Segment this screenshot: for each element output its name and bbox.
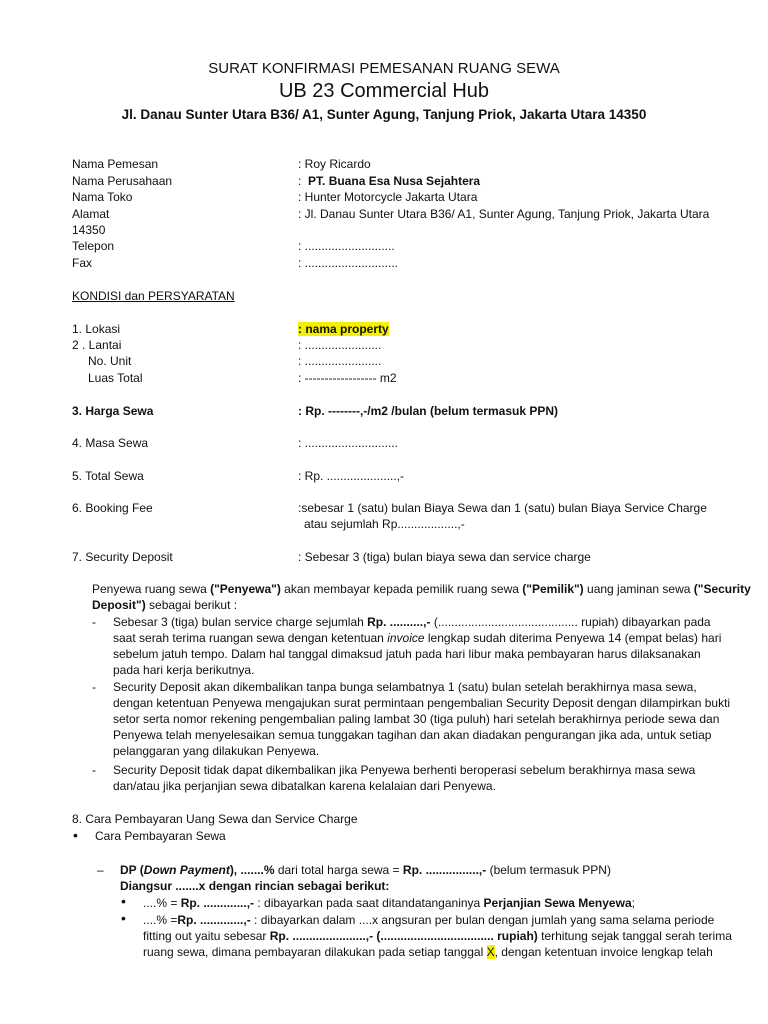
payment-subheading: Cara Pembayaran Sewa [95, 829, 226, 843]
payment-heading: 8. Cara Pembayaran Uang Sewa dan Service Charge [72, 812, 358, 826]
deposit-item3-line2: dan/atau jika perjanjian sewa dibatalkan karena kelalaian dari Penyewa. [113, 779, 496, 793]
luas-value: : ------------------ m2 [298, 371, 397, 385]
lantai-value: : ....................... [298, 338, 382, 352]
deposit-item1-line3: sebelum jatuh tempo. Dalam hal tanggal dimaksud jatuh pada hari libur maka pembayaran harus dilaksanakan [113, 647, 701, 661]
telepon-label: Telepon [72, 239, 115, 253]
bullet-dash: – [97, 863, 104, 877]
deposit-label: 7. Security Deposit [72, 550, 173, 564]
company-name: PT. Buana Esa Nusa Sejahtera [308, 174, 481, 188]
deposit-item2-line3: setor serta nomor rekening pengembalian paling lambat 30 (tiga puluh) hari setelah berakhirnya periode sewa dan [113, 712, 720, 726]
nama-toko-label: Nama Toko [72, 190, 133, 204]
no-unit-label: No. Unit [88, 354, 132, 368]
deposit-value: : Sebesar 3 (tiga) bulan biaya sewa dan service charge [298, 550, 591, 564]
bullet-icon: • [121, 893, 126, 909]
deposit-item1-line4: pada hari kerja berikutnya. [113, 663, 255, 677]
dp-line: DP (Down Payment), .......% dari total harga sewa = Rp. ................,- (belum termasuk PPN) [120, 863, 611, 877]
alamat-continuation: 14350 [72, 223, 106, 237]
installment-1: ....% = Rp. .............,- : dibayarkan pada saat ditandatanganinya Perjanjian Sewa Menyewa; [143, 896, 635, 910]
masa-value: : ............................ [298, 436, 399, 450]
fax-label: Fax [72, 256, 93, 270]
deposit-item3-line1: Security Deposit tidak dapat dikembalikan jika Penyewa berhenti beroperasi sebelum berakhirnya masa sewa [113, 763, 696, 777]
luas-label: Luas Total [88, 371, 143, 385]
fax-value: : ............................ [298, 256, 399, 270]
document-title: SURAT KONFIRMASI PEMESANAN RUANG SEWA [208, 60, 560, 77]
kondisi-heading: KONDISI dan PERSYARATAN [72, 289, 235, 303]
total-label: 5. Total Sewa [72, 469, 144, 483]
nama-toko-value: : Hunter Motorcycle Jakarta Utara [298, 190, 478, 204]
bullet-dash: - [92, 680, 96, 694]
colon: : [298, 174, 302, 188]
nama-pemesan-label: Nama Pemesan [72, 157, 159, 171]
bullet-dash: - [92, 763, 96, 777]
property-name: UB 23 Commercial Hub [278, 80, 490, 102]
deposit-item2-line1: Security Deposit akan dikembalikan tanpa bunga selambatnya 1 (satu) bulan setelah berakhirnya masa sewa, [113, 680, 697, 694]
alamat-label: Alamat [72, 207, 110, 221]
deposit-intro-line2: Deposit") sebagai berikut : [92, 598, 238, 612]
installment-2-line2: fitting out yaitu sebesar Rp. ......................,- (.................................. rupiah) terhitung sejak tanggal serah terima [143, 929, 732, 943]
harga-value: : Rp. --------,-/m2 /bulan (belum termasuk PPN) [298, 404, 559, 418]
date-highlight: X [486, 945, 495, 959]
deposit-item2-line2: dengan ketentuan Penyewa mengajukan surat permintaan pengembalian Security Deposit dengan dilampirkan bukti [113, 696, 731, 710]
bullet-icon: • [121, 910, 126, 926]
lokasi-label: 1. Lokasi [72, 322, 121, 336]
deposit-intro-line1: Penyewa ruang sewa ("Penyewa") akan membayar kepada pemilik ruang sewa ("Pemilik") uang jaminan sewa ("Security [92, 582, 751, 596]
deposit-item2-line5: pelanggaran yang dilakukan Penyewa. [113, 744, 320, 758]
nama-pemesan-value: : Roy Ricardo [298, 157, 371, 171]
telepon-value: : ........................... [298, 239, 395, 253]
lokasi-highlight: : nama property [298, 322, 389, 336]
deposit-item1-line1: Sebesar 3 (tiga) bulan service charge sejumlah Rp. ..........,- (.......................................... rupiah) dibayarkan pada [113, 615, 711, 629]
installment-2-line1: ....% =Rp. .............,- : dibayarkan dalam ....x angsuran per bulan dengan jumlah yang sama selama periode [143, 913, 715, 927]
booking-value-line1: :sebesar 1 (satu) bulan Biaya Sewa dan 1 (satu) bulan Biaya Service Charge [298, 501, 707, 515]
total-value: : Rp. .....................,- [298, 469, 405, 483]
property-address: Jl. Danau Sunter Utara B36/ A1, Sunter Agung, Tanjung Priok, Jakarta Utara 14350 [121, 107, 647, 122]
installment-2-line3: ruang sewa, dimana pembayaran dilakukan pada setiap tanggal X, dengan ketentuan invoice lengkap telah [143, 945, 713, 959]
booking-label: 6. Booking Fee [72, 501, 153, 515]
nama-perusahaan-label: Nama Perusahaan [72, 174, 173, 188]
nama-perusahaan-value [298, 173, 480, 189]
diangsur-line: Diangsur .......x dengan rincian sebagai berikut: [120, 879, 390, 893]
deposit-item1-line2: saat serah terima ruangan sewa dengan ketentuan invoice lengkap sudah diterima Penyewa 14 (empat belas) hari [113, 631, 722, 645]
alamat-value: : Jl. Danau Sunter Utara B36/ A1, Sunter Agung, Tanjung Priok, Jakarta Utara [298, 207, 710, 221]
harga-label: 3. Harga Sewa [72, 404, 154, 418]
no-unit-value: : ....................... [298, 354, 382, 368]
deposit-item2-line4: Penyewa telah menyelesaikan semua tunggakan tagihan dan akan diadakan pengurangan jika ada, untuk setiap [113, 728, 712, 742]
bullet-dash: - [92, 615, 96, 629]
lantai-label: 2 . Lantai [72, 338, 122, 352]
bullet-icon: • [73, 827, 78, 843]
masa-label: 4. Masa Sewa [72, 436, 149, 450]
lokasi-value [298, 321, 389, 337]
booking-value-line2: atau sejumlah Rp..................,- [304, 517, 465, 531]
